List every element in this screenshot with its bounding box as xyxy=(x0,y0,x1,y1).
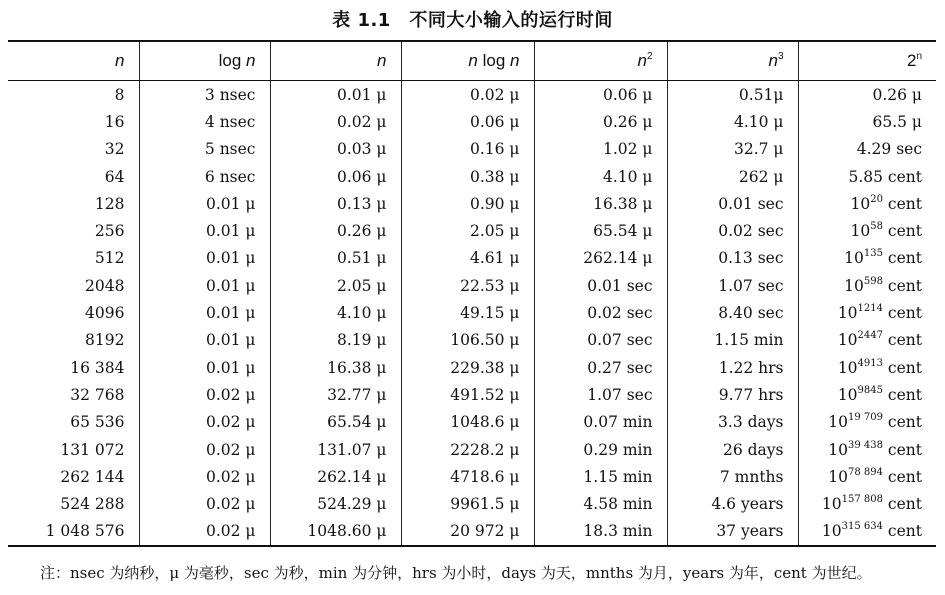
cell-n-linear: 8.19 μ xyxy=(270,327,401,354)
cell-n-log-n: 229.38 μ xyxy=(401,354,534,381)
cell-n-cubed: 32.7 μ xyxy=(667,136,798,163)
cell-n-squared: 0.27 sec xyxy=(534,354,667,381)
cell-log-n: 0.01 μ xyxy=(139,272,270,299)
cell-n-linear: 65.54 μ xyxy=(270,409,401,436)
cell-2-pow-n: $10^{20}$ cent xyxy=(798,190,936,217)
cell-n-squared: 0.07 sec xyxy=(534,327,667,354)
table-row xyxy=(8,299,936,326)
cell-log-n: 0.01 μ xyxy=(139,327,270,354)
cell-n-linear: 0.02 μ xyxy=(270,108,401,135)
cell-n-linear: 131.07 μ xyxy=(270,436,401,463)
cell-log-n: 3 nsec xyxy=(139,81,270,109)
cell-n-log-n: 0.02 μ xyxy=(401,81,534,109)
table-row xyxy=(8,190,936,217)
cell-n-log-n: 9961.5 μ xyxy=(401,490,534,517)
cell-n: 131 072 xyxy=(60,440,125,459)
cell-n-linear: 1048.60 μ xyxy=(270,518,401,546)
table-row xyxy=(8,272,936,299)
cell-n-squared: 0.26 μ xyxy=(534,108,667,135)
table-row xyxy=(8,217,936,244)
runtime-table xyxy=(8,40,936,547)
cell-n: 16 xyxy=(104,112,125,131)
cell-2-pow-n: 0.26 μ xyxy=(798,81,936,109)
cell-2-pow-n: $10^{4913}$ cent xyxy=(798,354,936,381)
cell-n: 8192 xyxy=(85,331,125,350)
cell-n-linear: 2.05 μ xyxy=(270,272,401,299)
cell-log-n: 0.01 μ xyxy=(139,354,270,381)
cell-n-log-n: 49.15 μ xyxy=(401,299,534,326)
cell-n-log-n: 106.50 μ xyxy=(401,327,534,354)
cell-n: 32 768 xyxy=(70,385,125,404)
cell-n-cubed: 0.51μ xyxy=(667,81,798,109)
cell-2-pow-n: $10^{135}$ cent xyxy=(798,245,936,272)
cell-2-pow-n: $10^{315 634}$ cent xyxy=(798,518,936,546)
cell-log-n: 0.02 μ xyxy=(139,381,270,408)
cell-2-pow-n: $10^{157 808}$ cent xyxy=(798,490,936,517)
cell-n-squared: 0.01 sec xyxy=(534,272,667,299)
cell-n-squared: 4.58 min xyxy=(534,490,667,517)
cell-n-squared: 1.15 min xyxy=(534,463,667,490)
cell-n: 128 xyxy=(94,194,125,213)
cell-n: 2048 xyxy=(85,276,125,295)
cell-2-pow-n: $10^{58}$ cent xyxy=(798,217,936,244)
cell-n-log-n: 2.05 μ xyxy=(401,217,534,244)
table-row xyxy=(8,136,936,163)
table-title: 表 1.1 不同大小输入的运行时间 xyxy=(332,10,613,31)
cell-n-cubed: 3.3 days xyxy=(667,409,798,436)
cell-2-pow-n: $10^{2447}$ cent xyxy=(798,327,936,354)
cell-2-pow-n: 65.5 μ xyxy=(798,108,936,135)
cell-n: 256 xyxy=(94,222,125,241)
col-header-n: n xyxy=(8,41,139,81)
cell-2-pow-n: $10^{598}$ cent xyxy=(798,272,936,299)
cell-n-squared: 0.06 μ xyxy=(534,81,667,109)
cell-n-log-n: 4718.6 μ xyxy=(401,463,534,490)
table-row xyxy=(8,490,936,517)
cell-n-cubed: 0.01 sec xyxy=(667,190,798,217)
col-header-n-linear: n xyxy=(270,41,401,81)
cell-n-log-n: 491.52 μ xyxy=(401,381,534,408)
cell-n-squared: 262.14 μ xyxy=(534,245,667,272)
cell-n-squared: 1.07 sec xyxy=(534,381,667,408)
cell-n-cubed: 7 mnths xyxy=(667,463,798,490)
table-row xyxy=(8,436,936,463)
cell-2-pow-n: 4.29 sec xyxy=(798,136,936,163)
col-header-n-log-n: n log n xyxy=(401,41,534,81)
cell-log-n: 0.01 μ xyxy=(139,217,270,244)
cell-n-cubed: 1.22 hrs xyxy=(667,354,798,381)
cell-n-linear: 16.38 μ xyxy=(270,354,401,381)
cell-2-pow-n: $10^{78 894}$ cent xyxy=(798,463,936,490)
cell-n-cubed: 262 μ xyxy=(667,163,798,190)
cell-2-pow-n: $10^{1214}$ cent xyxy=(798,299,936,326)
cell-n-squared: 65.54 μ xyxy=(534,217,667,244)
cell-n: 524 288 xyxy=(60,495,125,514)
cell-log-n: 0.01 μ xyxy=(139,245,270,272)
cell-n-cubed: 1.07 sec xyxy=(667,272,798,299)
cell-2-pow-n: $10^{9845}$ cent xyxy=(798,381,936,408)
cell-n: 8 xyxy=(114,85,125,104)
col-header-2-pow-n: 2$^n$ xyxy=(798,41,936,81)
table-row xyxy=(8,163,936,190)
cell-n-cubed: 9.77 hrs xyxy=(667,381,798,408)
cell-n-cubed: 4.6 years xyxy=(667,490,798,517)
cell-log-n: 6 nsec xyxy=(139,163,270,190)
cell-n-log-n: 4.61 μ xyxy=(401,245,534,272)
cell-n-linear: 32.77 μ xyxy=(270,381,401,408)
cell-n-log-n: 1048.6 μ xyxy=(401,409,534,436)
cell-n-cubed: 1.15 min xyxy=(667,327,798,354)
cell-2-pow-n: 5.85 cent xyxy=(798,163,936,190)
cell-n-squared: 1.02 μ xyxy=(534,136,667,163)
header-row xyxy=(8,41,936,81)
table-row xyxy=(8,81,936,109)
cell-n-linear: 0.51 μ xyxy=(270,245,401,272)
cell-log-n: 0.02 μ xyxy=(139,463,270,490)
cell-log-n: 4 nsec xyxy=(139,108,270,135)
cell-n-log-n: 0.06 μ xyxy=(401,108,534,135)
cell-log-n: 5 nsec xyxy=(139,136,270,163)
cell-n-squared: 0.29 min xyxy=(534,436,667,463)
col-header-log-n: log n xyxy=(139,41,270,81)
cell-n: 1 048 576 xyxy=(8,518,139,546)
cell-n-linear: 0.13 μ xyxy=(270,190,401,217)
cell-log-n: 0.02 μ xyxy=(139,409,270,436)
cell-n: 64 xyxy=(104,167,125,186)
cell-n-cubed: 0.13 sec xyxy=(667,245,798,272)
cell-n-cubed: 37 years xyxy=(667,518,798,546)
cell-n-log-n: 0.90 μ xyxy=(401,190,534,217)
cell-n-squared: 0.02 sec xyxy=(534,299,667,326)
table-row xyxy=(8,518,936,546)
footnote: 注：nsec 为纳秒，μ 为毫秒，sec 为秒，min 为分钟，hrs 为小时，days 为天，mnths 为月，years 为年，cent 为世纪。 xyxy=(40,564,872,582)
cell-n-log-n: 0.38 μ xyxy=(401,163,534,190)
cell-n-linear: 262.14 μ xyxy=(270,463,401,490)
cell-n-squared: 0.07 min xyxy=(534,409,667,436)
cell-n: 65 536 xyxy=(70,413,125,432)
table-row xyxy=(8,463,936,490)
cell-n-linear: 0.26 μ xyxy=(270,217,401,244)
cell-n-log-n: 20 972 μ xyxy=(401,518,534,546)
cell-log-n: 0.02 μ xyxy=(139,490,270,517)
cell-n-squared: 4.10 μ xyxy=(534,163,667,190)
table-row xyxy=(8,108,936,135)
cell-n-linear: 0.01 μ xyxy=(270,81,401,109)
cell-log-n: 0.01 μ xyxy=(139,190,270,217)
cell-n-cubed: 0.02 sec xyxy=(667,217,798,244)
cell-n-squared: 18.3 min xyxy=(534,518,667,546)
cell-n-cubed: 8.40 sec xyxy=(667,299,798,326)
cell-log-n: 0.02 μ xyxy=(139,436,270,463)
col-header-n-squared: $n^2$ xyxy=(534,41,667,81)
cell-n-log-n: 2228.2 μ xyxy=(401,436,534,463)
table-row xyxy=(8,327,936,354)
cell-n-cubed: 26 days xyxy=(667,436,798,463)
cell-2-pow-n: $10^{39 438}$ cent xyxy=(798,436,936,463)
cell-n-linear: 4.10 μ xyxy=(270,299,401,326)
table-row xyxy=(8,354,936,381)
cell-n-log-n: 0.16 μ xyxy=(401,136,534,163)
cell-n: 512 xyxy=(94,249,125,268)
cell-n-squared: 16.38 μ xyxy=(534,190,667,217)
cell-n-linear: 524.29 μ xyxy=(270,490,401,517)
col-header-n-cubed: $n^3$ xyxy=(667,41,798,81)
cell-2-pow-n: $10^{19 709}$ cent xyxy=(798,409,936,436)
cell-log-n: 0.01 μ xyxy=(139,299,270,326)
cell-n-cubed: 4.10 μ xyxy=(667,108,798,135)
table-row xyxy=(8,381,936,408)
cell-n-log-n: 22.53 μ xyxy=(401,272,534,299)
cell-n: 4096 xyxy=(85,304,125,323)
table-row xyxy=(8,245,936,272)
cell-n: 16 384 xyxy=(70,358,125,377)
cell-n: 32 xyxy=(104,140,125,159)
cell-log-n: 0.02 μ xyxy=(139,518,270,546)
cell-n: 262 144 xyxy=(60,467,125,486)
cell-n-linear: 0.06 μ xyxy=(270,163,401,190)
cell-n-linear: 0.03 μ xyxy=(270,136,401,163)
table-row xyxy=(8,409,936,436)
